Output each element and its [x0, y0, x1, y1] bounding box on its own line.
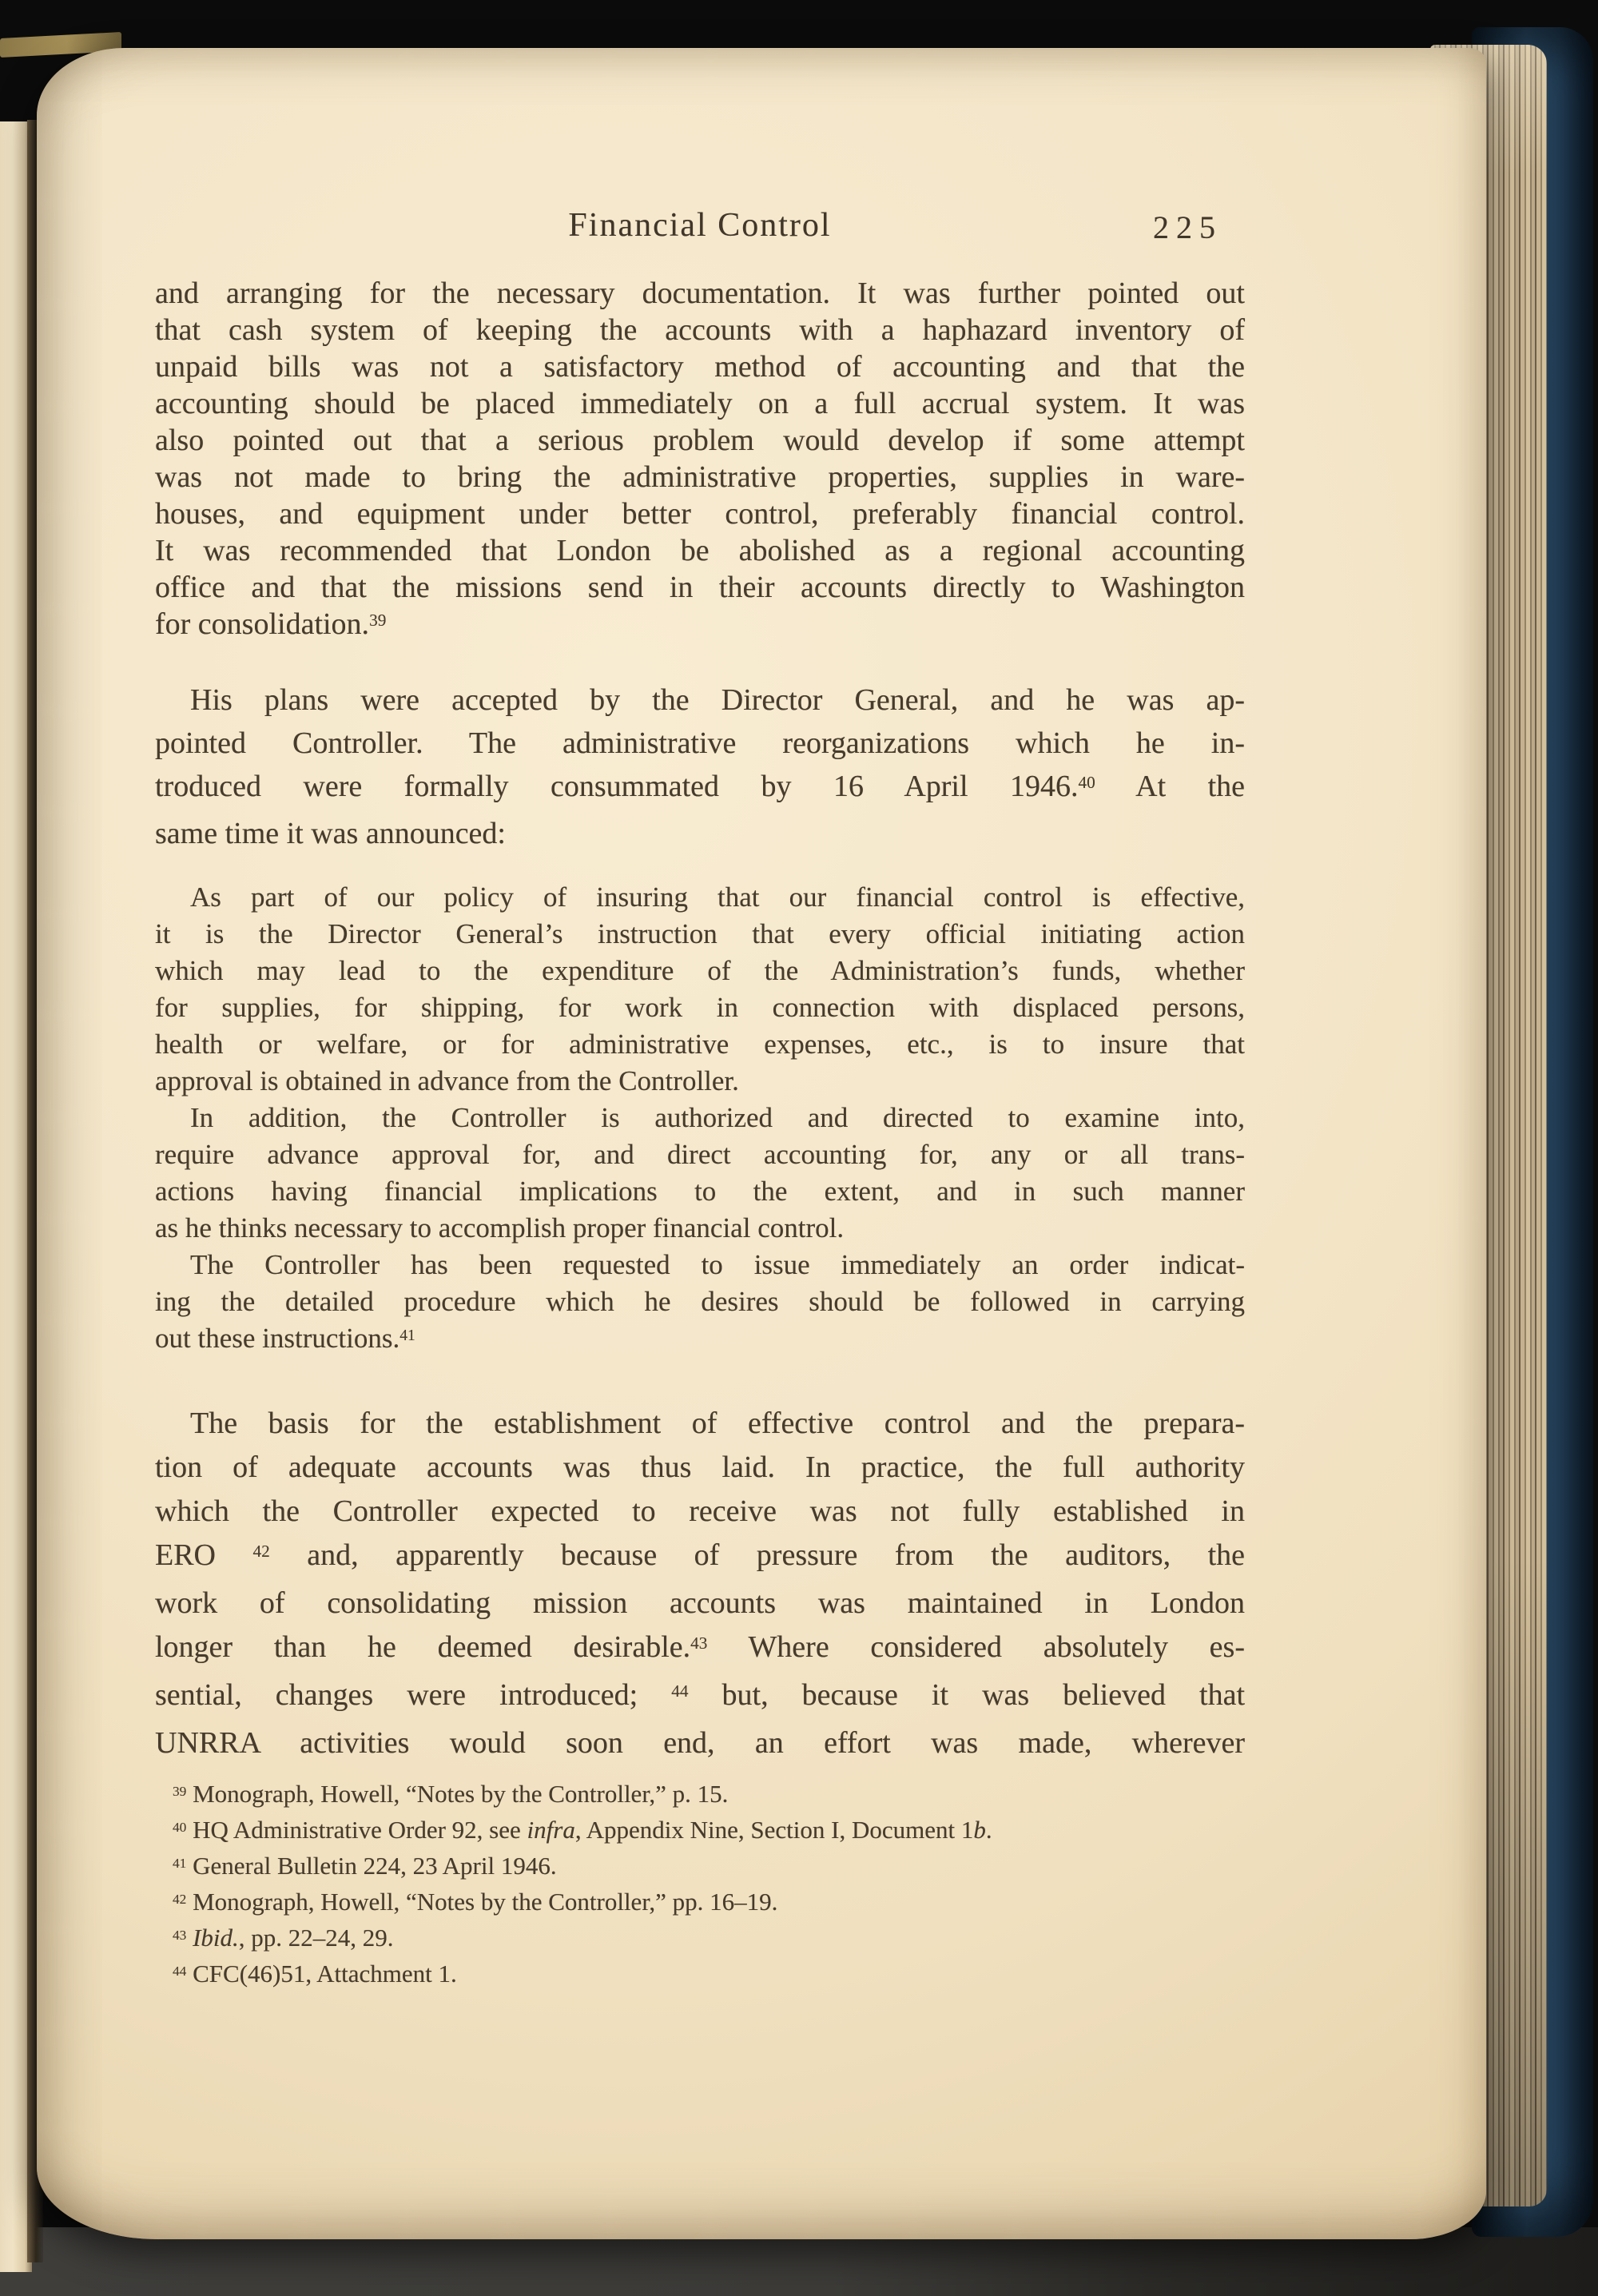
text-line: longer than he deemed desirable.$^{43}$ Where considered absolutely es- [155, 1630, 1245, 1664]
text-line: actions having financial implications to the extent, and in such manner [155, 1176, 1245, 1207]
text-line: The basis for the establishment of effective control and the prepara- [190, 1407, 1245, 1440]
text-line: require advance approval for, and direct accounting for, any or all trans- [155, 1139, 1245, 1170]
text-line: His plans were accepted by the Director General, and he was ap- [190, 683, 1245, 717]
text-line: as he thinks necessary to accomplish proper financial control. [155, 1212, 845, 1244]
text-line: $^{44}$ CFC(46)51, Attachment 1. [173, 1960, 457, 1988]
page-number: 225 [1153, 209, 1222, 245]
text-line: that cash system of keeping the accounts with a haphazard inventory of [155, 313, 1245, 347]
text-line: tion of adequate accounts was thus laid. In practice, the full authority [155, 1450, 1245, 1484]
text-line: troduced were formally consummated by 16 April 1946.40 At the [155, 770, 1246, 803]
text-line: same time it was announced: [155, 817, 506, 850]
text-line: for consolidation.$^{39}$ [155, 607, 387, 641]
text-line: $^{41}$ General Bulletin 224, 23 April 1946. [173, 1852, 557, 1880]
text-line: and arranging for the necessary documentation. It was further pointed out [155, 277, 1245, 310]
block-quote [155, 879, 1245, 1362]
text-line: for supplies, for shipping, for work in connection with displaced persons, [155, 992, 1245, 1023]
text-line: As part of our policy of insuring that our financial control is effective, [190, 881, 1245, 913]
page-title: Financial Control [568, 207, 832, 244]
running-header [155, 205, 1245, 246]
paragraph-3 [155, 1402, 1245, 1765]
text-line: $^{39}$ Monograph, Howell, “Notes by the Controller,” p. 15. [173, 1780, 729, 1808]
text-line: approval is obtained in advance from the Controller. [155, 1065, 739, 1096]
page-content [155, 48, 1245, 2239]
quote-paragraph-1 [155, 879, 1245, 1100]
text-line: health or welfare, or for administrative expenses, etc., is to insure that [155, 1029, 1245, 1060]
text-line: it is the Director General’s instruction that every official initiating action [155, 918, 1245, 949]
text-line: which may lead to the expenditure of the Administration’s funds, whether [155, 955, 1245, 986]
text-line: which the Controller expected to receive was not fully established in [155, 1494, 1245, 1528]
paragraph-2 [155, 678, 1245, 855]
text-line: unpaid bills was not a satisfactory method of accounting and that the [155, 350, 1245, 384]
text-line: ERO $^{42}$ and, apparently because of pressure from the auditors, the [155, 1538, 1245, 1572]
text-line: work of consolidating mission accounts was maintained in London [155, 1586, 1245, 1620]
text-line: out these instructions.$^{41}$ [155, 1323, 415, 1354]
text-line: houses, and equipment under better control, preferably financial control. [155, 497, 1245, 531]
book-page [37, 48, 1486, 2239]
quote-paragraph-2 [155, 1100, 1245, 1247]
text-line: In addition, the Controller is authorized and directed to examine into, [190, 1102, 1245, 1133]
text-line: The Controller has been requested to issue immediately an order indicat- [190, 1249, 1245, 1280]
text-line: $^{40}$ HQ Administrative Order 92, see infra, Appendix Nine, Section I, Document 1b. [173, 1816, 992, 1844]
text-line: was not made to bring the administrative properties, supplies in ware- [155, 460, 1245, 494]
text-line: also pointed out that a serious problem would develop if some attempt [155, 424, 1245, 457]
text-line: ing the detailed procedure which he desires should be followed in carrying [155, 1286, 1245, 1317]
text-line: It was recommended that London be abolished as a regional accounting [155, 534, 1245, 567]
text-line: UNRRA activities would soon end, an effort was made, wherever [155, 1726, 1245, 1760]
text-line: $^{42}$ Monograph, Howell, “Notes by the Controller,” pp. 16–19. [173, 1888, 778, 1916]
text-line: office and that the missions send in their accounts directly to Washington [155, 571, 1245, 604]
text-line: sential, changes were introduced; $^{44}$ but, because it was believed that [155, 1678, 1245, 1712]
text-line: pointed Controller. The administrative reorganizations which he in- [155, 726, 1245, 760]
text-line: accounting should be placed immediately on a full accrual system. It was [155, 387, 1245, 420]
footnotes [155, 1778, 1245, 1994]
quote-paragraph-3 [155, 1247, 1245, 1362]
paragraph-1 [155, 275, 1245, 647]
text-line: $^{43}$ Ibid., pp. 22–24, 29. [173, 1924, 394, 1952]
